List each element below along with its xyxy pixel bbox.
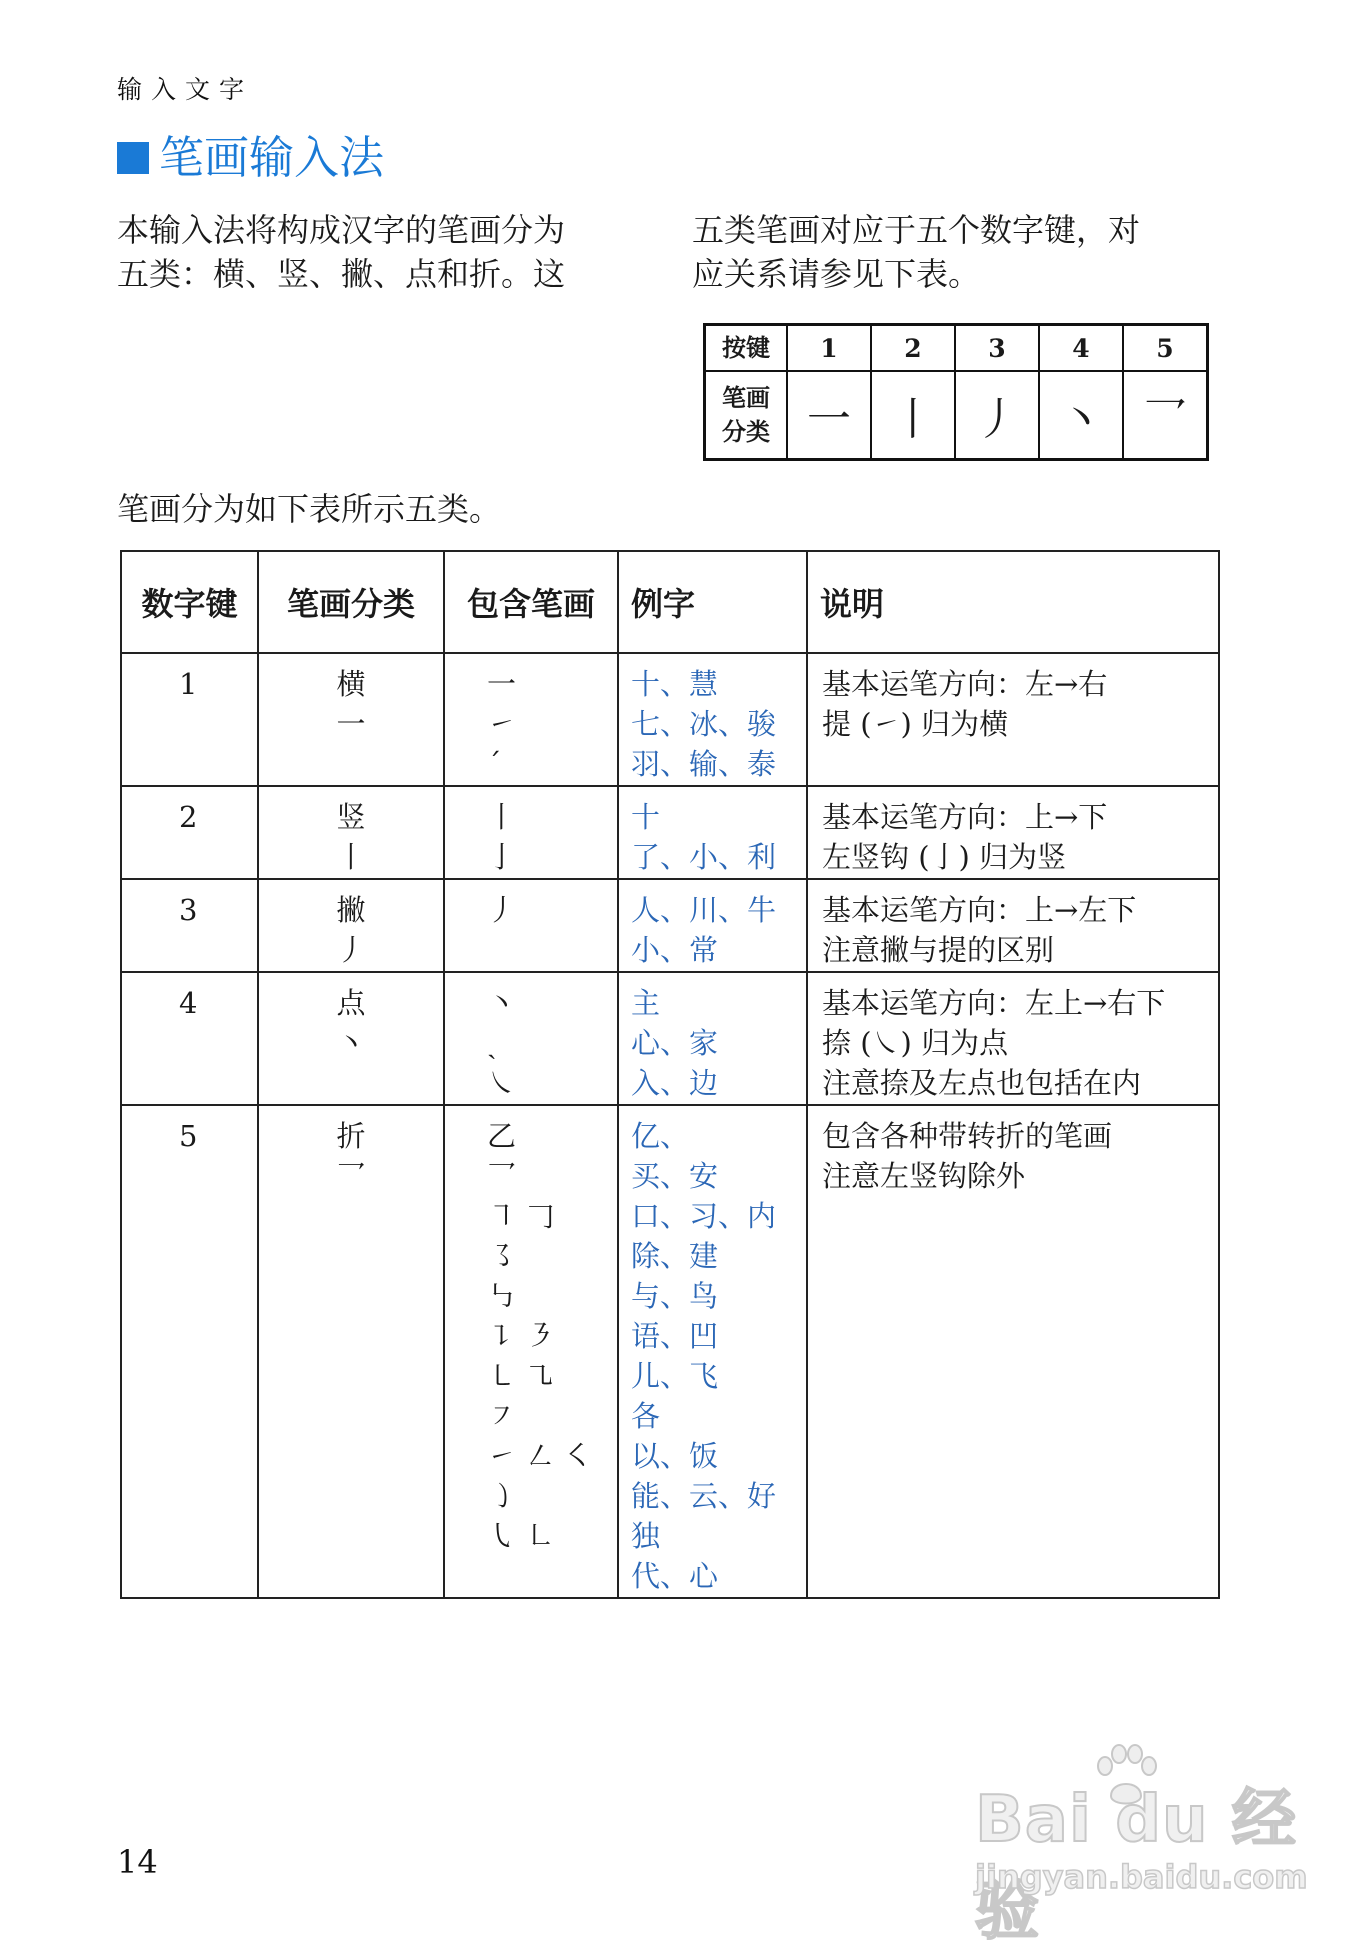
stroke-line: ˏ — [487, 1026, 497, 1060]
digit-key-cell: 3 — [121, 879, 258, 972]
example-line: 羽、输、泰 — [631, 747, 777, 781]
intro-right — [692, 208, 1232, 296]
stroke-row — [705, 371, 1208, 460]
category-line: 丨 — [336, 840, 366, 874]
example-line: 十、慧 — [631, 667, 719, 701]
stroke-line: ㇌ — [487, 1239, 517, 1273]
title-marker-square — [117, 142, 149, 174]
category-cell — [258, 1105, 444, 1598]
header-category: 笔画分类 — [258, 551, 444, 653]
examples-cell — [618, 879, 807, 972]
example-line: 主 — [631, 986, 661, 1020]
description-line: 包含各种带转折的笔画 — [822, 1119, 1113, 1153]
table-row — [121, 786, 1219, 879]
description-cell — [807, 972, 1219, 1105]
section-title-text: 笔画输入法 — [159, 131, 385, 184]
table-row — [121, 879, 1219, 972]
header-key: 数字键 — [121, 551, 258, 653]
category-line: 乛 — [336, 1159, 366, 1193]
category-line: 竖 — [336, 800, 366, 834]
stroke-line: ㇀ — [487, 707, 517, 741]
description-line: 捺 (㇏) 归为点 — [822, 1026, 1009, 1060]
examples-cell — [618, 1105, 807, 1598]
example-line: 能、云、好 — [631, 1479, 777, 1513]
stroke-line: ㇂ ㇗ — [487, 1519, 555, 1553]
watermark-url: jingyan.baidu.com — [975, 1858, 1308, 1896]
stroke-line: 丿 — [487, 893, 517, 927]
example-line: 儿、飞 — [631, 1359, 719, 1393]
description-cell — [807, 879, 1219, 972]
intro-right-line: 应关系请参见下表。 — [692, 255, 981, 293]
stroke-line: ㇏ — [487, 1066, 517, 1100]
baidu-watermark — [975, 1740, 1308, 1949]
example-line: 亿、 — [631, 1119, 690, 1153]
included-strokes-cell — [444, 653, 618, 786]
category-line: 点 — [336, 986, 366, 1020]
category-cell — [258, 653, 444, 786]
intro-left-line: 本输入法将构成汉字的笔画分为 — [117, 211, 566, 249]
category-cell — [258, 879, 444, 972]
stroke-label-line: 分类 — [722, 417, 770, 446]
digit-key-cell: 1 — [121, 653, 258, 786]
example-line: 小、常 — [631, 933, 719, 967]
stroke-glyph-cell: 一 — [787, 371, 871, 460]
stroke-glyph-cell: 丿 — [955, 371, 1039, 460]
example-line: 独 — [631, 1519, 661, 1553]
table-row — [121, 653, 1219, 786]
description-line: 基本运笔方向：左→右 — [822, 667, 1108, 701]
table-row — [121, 972, 1219, 1105]
examples-cell — [618, 786, 807, 879]
category-line: 撇 — [336, 893, 366, 927]
example-line: 除、建 — [631, 1239, 719, 1273]
description-line: 提 (㇀) 归为横 — [822, 707, 1009, 741]
stroke-label-line: 笔画 — [722, 383, 770, 412]
category-line: 丶 — [336, 1026, 366, 1060]
header-examples: 例字 — [618, 551, 807, 653]
stroke-line: ㇄ ㇈ — [487, 1359, 555, 1393]
description-cell — [807, 1105, 1219, 1598]
example-line: 了、小、利 — [631, 840, 777, 874]
stroke-line: ㇀ ㇜ ㇛ — [487, 1439, 593, 1473]
description-line: 基本运笔方向：左上→右下 — [822, 986, 1166, 1020]
example-line: 与、鸟 — [631, 1279, 719, 1313]
example-line: 入、边 — [631, 1066, 719, 1100]
category-cell — [258, 972, 444, 1105]
example-line: 心、家 — [631, 1026, 719, 1060]
key-label-cell: 按键 — [705, 325, 788, 372]
intro-left-line: 五类：横、竖、撇、点和折。这 — [117, 255, 566, 293]
description-line: 注意左竖钩除外 — [822, 1159, 1026, 1193]
key-cell: 5 — [1123, 325, 1208, 372]
included-strokes-cell — [444, 786, 618, 879]
key-cell: 3 — [955, 325, 1039, 372]
key-cell: 2 — [871, 325, 955, 372]
stroke-line: ㇕ 𠃌 — [487, 1199, 555, 1233]
digit-key-cell: 2 — [121, 786, 258, 879]
example-line: 买、安 — [631, 1159, 719, 1193]
examples-cell — [618, 653, 807, 786]
example-line: 七、冰、骏 — [631, 707, 777, 741]
included-strokes-cell — [444, 972, 618, 1105]
description-line: 注意捺及左点也包括在内 — [822, 1066, 1142, 1100]
table-row — [121, 1105, 1219, 1598]
stroke-line: ㇊ ㇋ — [487, 1319, 555, 1353]
stroke-line: 乛 — [487, 1159, 517, 1193]
key-cell: 4 — [1039, 325, 1123, 372]
description-line: 基本运笔方向：上→左下 — [822, 893, 1137, 927]
category-line: 横 — [336, 667, 366, 701]
running-head: 输入文字 — [117, 75, 254, 104]
description-line: 基本运笔方向：上→下 — [822, 800, 1108, 834]
header-row — [121, 551, 1219, 653]
example-line: 以、饭 — [631, 1439, 719, 1473]
included-strokes-cell — [444, 879, 618, 972]
header-description: 说明 — [807, 551, 1219, 653]
category-line: 丿 — [336, 933, 366, 967]
description-cell — [807, 653, 1219, 786]
example-line: 口、习、内 — [631, 1199, 777, 1233]
stroke-line: ˊ — [487, 747, 502, 781]
stroke-line: ㇁ — [487, 1479, 517, 1513]
key-cell: 1 — [787, 325, 871, 372]
example-line: 各 — [631, 1399, 661, 1433]
stroke-glyph-cell: 丶 — [1039, 371, 1123, 460]
stroke-line: 丶 — [487, 986, 517, 1020]
key-mapping-table — [703, 323, 1209, 461]
stroke-line: 一 — [487, 667, 517, 701]
stroke-glyph-cell: 丨 — [871, 371, 955, 460]
stroke-line: 亅 — [487, 840, 517, 874]
stroke-line: ㇉ — [487, 1279, 517, 1313]
stroke-category-table — [120, 550, 1220, 1599]
section-title — [117, 131, 385, 184]
watermark-brand: Bai du 经验 — [975, 1783, 1297, 1949]
digit-key-cell: 5 — [121, 1105, 258, 1598]
example-line: 代、心 — [631, 1559, 719, 1593]
stroke-line: 乙 — [487, 1119, 517, 1153]
description-cell — [807, 786, 1219, 879]
example-line: 人、川、牛 — [631, 893, 777, 927]
digit-key-cell: 4 — [121, 972, 258, 1105]
stroke-label-cell — [705, 371, 788, 460]
header-strokes: 包含笔画 — [444, 551, 618, 653]
example-line: 语、凹 — [631, 1319, 719, 1353]
stroke-line: ㇇ — [487, 1399, 517, 1433]
stroke-line: 丨 — [487, 800, 517, 834]
table-caption: 笔画分为如下表所示五类。 — [117, 490, 502, 528]
included-strokes-cell — [444, 1105, 618, 1598]
example-line: 十 — [631, 800, 661, 834]
intro-right-line: 五类笔画对应于五个数字键，对 — [692, 211, 1141, 249]
examples-cell — [618, 972, 807, 1105]
category-cell — [258, 786, 444, 879]
intro-left — [117, 208, 647, 296]
category-line: 折 — [336, 1119, 366, 1153]
description-line: 左竖钩 (亅) 归为竖 — [822, 840, 1067, 874]
page-number: 14 — [117, 1843, 158, 1881]
key-row — [705, 325, 1208, 372]
stroke-glyph-cell: 乛 — [1123, 371, 1208, 460]
stroke-table-body — [121, 653, 1219, 1598]
description-line: 注意撇与提的区别 — [822, 933, 1055, 967]
category-line: 一 — [336, 707, 366, 741]
